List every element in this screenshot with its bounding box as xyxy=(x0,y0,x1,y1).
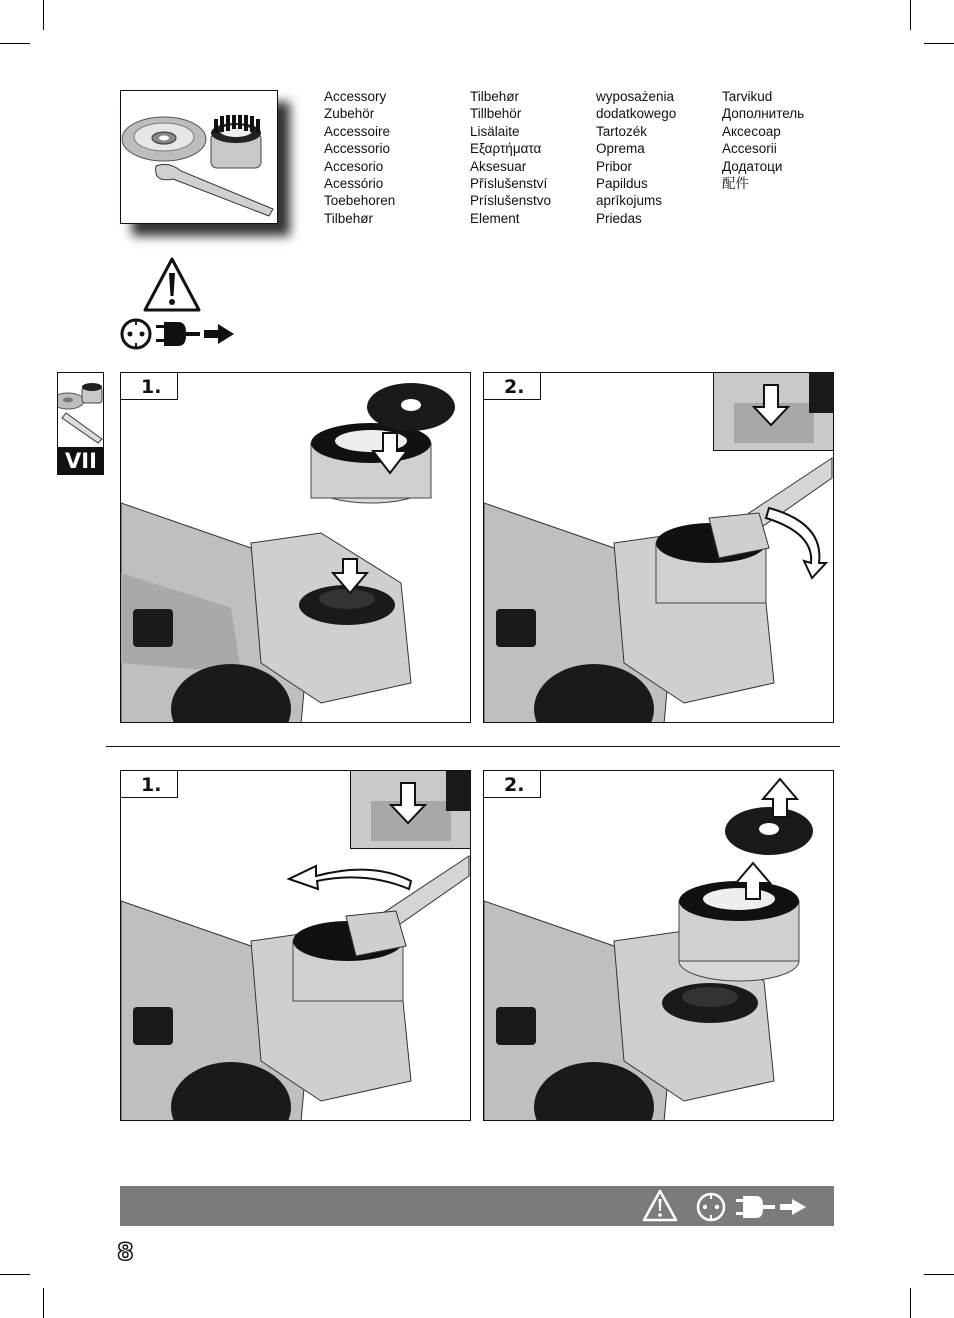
crop-mark xyxy=(910,1288,911,1318)
warning-triangle-icon xyxy=(142,256,202,314)
step-number: 2. xyxy=(483,372,541,400)
lang-label: wyposażenia xyxy=(596,89,675,104)
step-panel-remove-2 xyxy=(483,770,834,1121)
lang-label: Aksesuar xyxy=(470,158,527,174)
language-column-3 xyxy=(596,88,676,227)
page-number: 8 xyxy=(117,1238,134,1266)
arrow-right-icon xyxy=(204,324,234,344)
lang-label: Pribor xyxy=(596,158,633,174)
lang-label: Tillbehör xyxy=(470,106,522,122)
step-panel-remove-1 xyxy=(120,770,471,1121)
lang-label: Lisälaite xyxy=(470,123,520,139)
lang-label: Accesorii xyxy=(722,141,777,157)
spindle-lock-inset xyxy=(713,372,834,451)
arrow-right-icon xyxy=(780,1199,806,1215)
crop-mark xyxy=(924,43,954,44)
lang-label: Accesorio xyxy=(324,158,384,174)
unplug-icon xyxy=(156,322,200,346)
lang-label: Дополнитель xyxy=(722,106,805,122)
lang-label: Tilbehør xyxy=(470,89,520,104)
lang-label: Oprema xyxy=(596,141,645,157)
socket-icon xyxy=(698,1194,724,1220)
lang-label: Accessorio xyxy=(324,141,391,157)
step-number: 1. xyxy=(120,372,178,400)
lang-label: aprīkojums xyxy=(596,193,663,209)
lang-label: Tarvikud xyxy=(722,89,773,104)
lang-label: dodatkowego xyxy=(596,106,677,122)
lang-label: Element xyxy=(470,210,520,226)
crop-mark xyxy=(43,1288,44,1318)
step-number: 2. xyxy=(483,770,541,798)
lang-label: Accessoire xyxy=(324,123,391,139)
lang-label: Tartozék xyxy=(596,123,648,139)
lang-label: Tilbehør xyxy=(324,210,374,226)
language-column-2 xyxy=(470,88,551,227)
lang-label: Accessory xyxy=(324,89,387,104)
language-column-1 xyxy=(324,88,395,227)
section-tab-label: VII xyxy=(58,447,104,475)
language-column-4 xyxy=(722,88,804,192)
step-panel-mount-2 xyxy=(483,372,834,723)
crop-mark xyxy=(0,43,30,44)
unplug-icon xyxy=(736,1196,775,1218)
spindle-lock-inset xyxy=(350,770,471,849)
socket-icon xyxy=(122,320,150,348)
crop-mark xyxy=(910,0,911,30)
lang-label: Papildus xyxy=(596,176,648,192)
lang-label: Εξαρτήματα xyxy=(470,141,542,157)
lang-label: Acessório xyxy=(324,176,384,192)
lang-label: Toebehoren xyxy=(324,193,396,209)
crop-mark xyxy=(0,1274,30,1275)
lang-label: Priedas xyxy=(596,210,642,226)
step-panel-mount-1 xyxy=(120,372,471,723)
crop-mark xyxy=(924,1274,954,1275)
warning-triangle-icon xyxy=(642,1189,678,1223)
crop-mark xyxy=(43,0,44,30)
accessory-image xyxy=(120,90,278,224)
unplug-sequence-icon xyxy=(696,1192,808,1222)
lang-label: 配件 xyxy=(722,176,749,192)
footer-bar xyxy=(120,1186,834,1226)
step-number: 1. xyxy=(120,770,178,798)
lang-label: Додатоци xyxy=(722,158,783,174)
lang-label: Zubehör xyxy=(324,106,375,122)
unplug-sequence-icon xyxy=(120,318,236,350)
lang-label: Príslušenstvo xyxy=(470,193,552,209)
lang-label: Аксесоар xyxy=(722,123,781,139)
section-divider xyxy=(106,746,840,747)
lang-label: Příslušenství xyxy=(470,176,548,192)
